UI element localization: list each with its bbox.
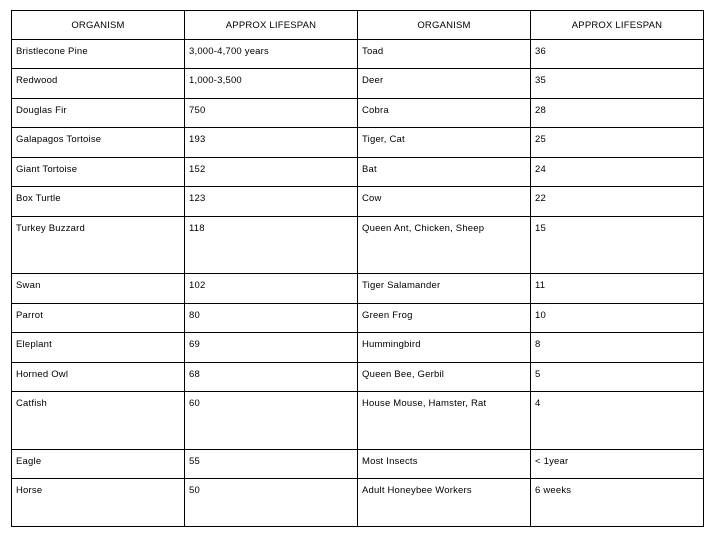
lifespan-cell: < 1year [531,449,704,478]
organism-cell: Queen Bee, Gerbil [358,362,531,391]
lifespan-cell: 6 weeks [531,479,704,527]
organism-cell: Horned Owl [12,362,185,391]
lifespan-cell: 68 [185,362,358,391]
table-row [12,216,704,274]
lifespan-cell: 36 [531,40,704,69]
organism-cell: Queen Ant, Chicken, Sheep [358,216,531,274]
lifespan-cell: 750 [185,98,358,127]
table-row [12,274,704,303]
lifespan-cell: 1,000-3,500 [185,69,358,98]
organism-cell: Deer [358,69,531,98]
header-lifespan-left: APPROX LIFESPAN [185,11,358,40]
organism-cell: Tiger Salamander [358,274,531,303]
organism-cell: Parrot [12,303,185,332]
table-row [12,362,704,391]
header-organism-left: ORGANISM [12,11,185,40]
lifespan-cell: 8 [531,333,704,362]
lifespan-cell: 55 [185,449,358,478]
organism-cell: Horse [12,479,185,527]
table-row [12,69,704,98]
organism-cell: Swan [12,274,185,303]
organism-cell: Adult Honeybee Workers [358,479,531,527]
header-organism-right: ORGANISM [358,11,531,40]
organism-cell: Bat [358,157,531,186]
organism-cell: Cobra [358,98,531,127]
organism-cell: Giant Tortoise [12,157,185,186]
header-row [12,11,704,40]
lifespan-table [11,10,704,527]
lifespan-cell: 118 [185,216,358,274]
lifespan-cell: 11 [531,274,704,303]
table-row [12,98,704,127]
lifespan-cell: 50 [185,479,358,527]
lifespan-cell: 3,000-4,700 years [185,40,358,69]
organism-cell: Cow [358,187,531,216]
lifespan-cell: 123 [185,187,358,216]
table-row [12,303,704,332]
lifespan-cell: 4 [531,392,704,450]
organism-cell: Toad [358,40,531,69]
lifespan-cell: 35 [531,69,704,98]
organism-cell: Bristlecone Pine [12,40,185,69]
table-row [12,392,704,450]
organism-cell: Most Insects [358,449,531,478]
lifespan-cell: 60 [185,392,358,450]
lifespan-cell: 5 [531,362,704,391]
table-row [12,333,704,362]
organism-cell: Eagle [12,449,185,478]
lifespan-cell: 22 [531,187,704,216]
lifespan-cell: 25 [531,128,704,157]
lifespan-cell: 28 [531,98,704,127]
lifespan-cell: 69 [185,333,358,362]
organism-cell: Hummingbird [358,333,531,362]
lifespan-cell: 102 [185,274,358,303]
table-row [12,157,704,186]
table-row [12,40,704,69]
table-row [12,187,704,216]
organism-cell: Tiger, Cat [358,128,531,157]
organism-cell: Box Turtle [12,187,185,216]
lifespan-cell: 193 [185,128,358,157]
organism-cell: Redwood [12,69,185,98]
table-row [12,449,704,478]
lifespan-cell: 152 [185,157,358,186]
organism-cell: Douglas Fir [12,98,185,127]
table-row [12,128,704,157]
organism-cell: Turkey Buzzard [12,216,185,274]
organism-cell: Eleplant [12,333,185,362]
table-body [12,40,704,527]
lifespan-cell: 80 [185,303,358,332]
lifespan-cell: 10 [531,303,704,332]
organism-cell: Green Frog [358,303,531,332]
table-header [12,11,704,40]
organism-cell: House Mouse, Hamster, Rat [358,392,531,450]
organism-cell: Galapagos Tortoise [12,128,185,157]
header-lifespan-right: APPROX LIFESPAN [531,11,704,40]
table-row [12,479,704,527]
lifespan-cell: 24 [531,157,704,186]
lifespan-cell: 15 [531,216,704,274]
organism-cell: Catfish [12,392,185,450]
